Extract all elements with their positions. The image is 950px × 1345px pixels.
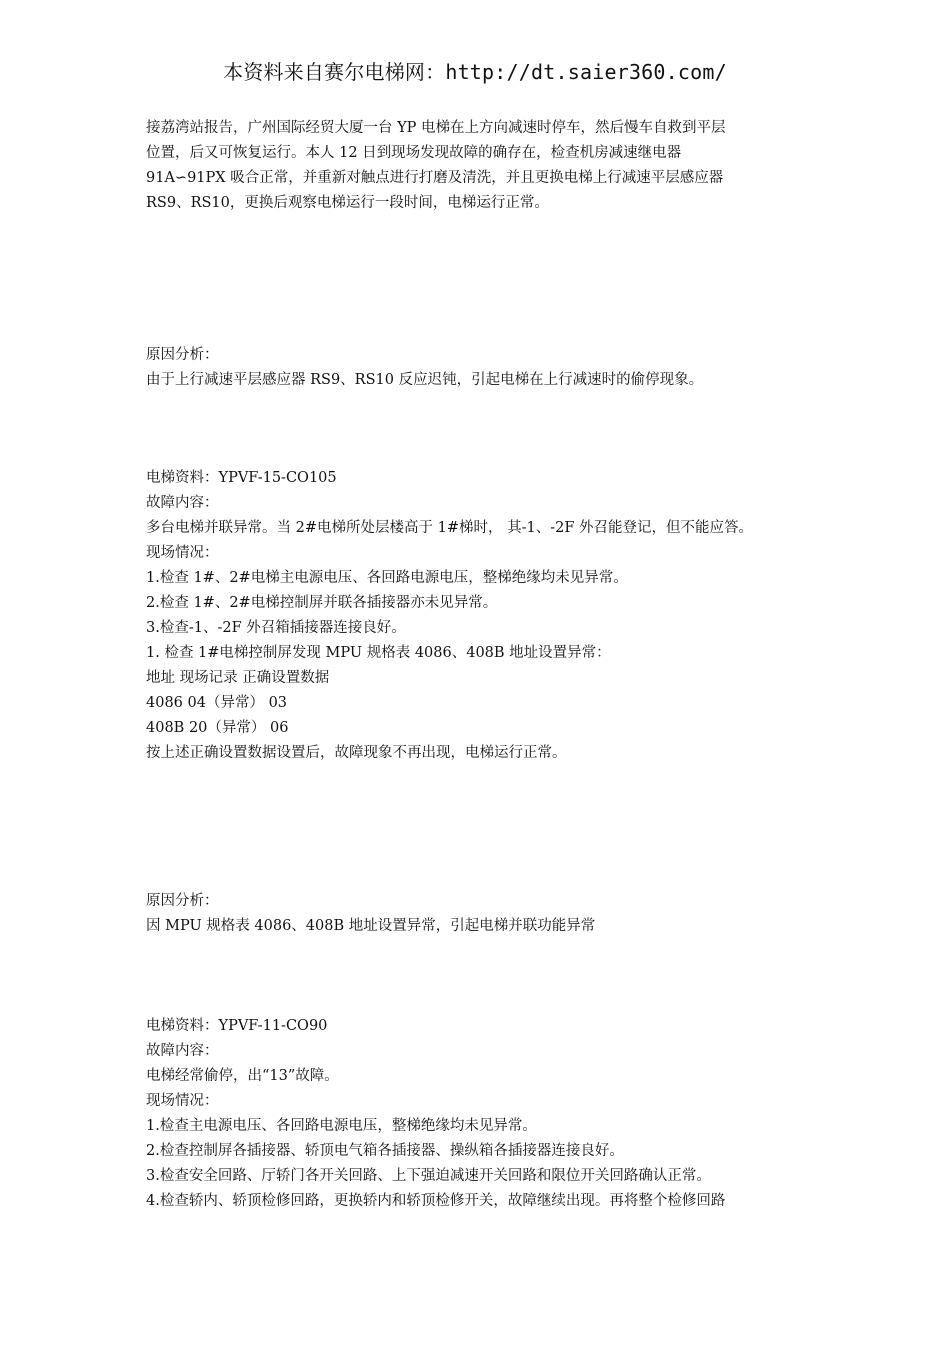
text-line: 电梯资料：YPVF-15-CO105 [146,470,337,486]
text-line: 因 MPU 规格表 4086、408B 地址设置异常，引起电梯并联功能异常 [146,918,596,934]
intro-paragraph [146,116,816,216]
text-line: 1. 检查 1#电梯控制屏发现 MPU 规格表 4086、408B 地址设置异常： [146,645,611,661]
case-ypvf-11 [146,1014,816,1214]
text-line: 电梯资料：YPVF-11-CO90 [146,1018,328,1034]
text-line: 按上述正确设置数据设置后，故障现象不再出现，电梯运行正常。 [146,745,567,761]
page-header: 本资料来自赛尔电梯网：http://dt.saier360.com/ [223,60,727,84]
cause-analysis-2 [146,889,816,939]
text-line: 1.检查 1#、2#电梯主电源电压、各回路电源电压，整梯绝缘均未见异常。 [146,570,628,586]
text-line: 多台电梯并联异常。当 2#电梯所处层楼高于 1#梯时， 其-1、-2F 外召能登记，但不能应答。 [146,520,753,536]
text-line: 2.检查 1#、2#电梯控制屏并联各插接器亦未见异常。 [146,595,498,611]
text-line: 3.检查-1、-2F 外召箱插接器连接良好。 [146,620,406,636]
text-line: 3.检查安全回路、厅轿门各开关回路、上下强迫减速开关回路和限位开关回路确认正常。 [146,1168,711,1184]
cause-analysis-1 [146,343,816,393]
text-line: 91A∽91PX 吸合正常，并重新对触点进行打磨及清洗，并且更换电梯上行减速平层感应器 [146,170,724,186]
text-line: 4.检查轿内、轿顶检修回路，更换轿内和轿顶检修开关，故障继续出现。再将整个检修回路 [146,1193,726,1209]
case-ypvf-15 [146,466,816,766]
text-line: 故障内容： [146,495,219,511]
text-line: 1.检查主电源电压、各回路电源电压，整梯绝缘均未见异常。 [146,1118,537,1134]
section-heading: 原因分析： [146,893,219,909]
text-line: 408B 20（异常） 06 [146,720,289,736]
text-line: 2.检查控制屏各插接器、轿顶电气箱各插接器、操纵箱各插接器连接良好。 [146,1143,624,1159]
text-line: 接荔湾站报告，广州国际经贸大厦一台 YP 电梯在上方向减速时停车，然后慢车自救到平层 [146,120,726,136]
section-heading: 原因分析： [146,347,219,363]
text-line: 故障内容： [146,1043,219,1059]
text-line: 位置，后又可恢复运行。本人 12 日到现场发现故障的确存在，检查机房减速继电器 [146,145,682,161]
text-line: 现场情况： [146,1093,219,1109]
text-line: 由于上行减速平层感应器 RS9、RS10 反应迟钝，引起电梯在上行减速时的偷停现象。 [146,372,704,388]
text-line: 电梯经常偷停，出“13”故障。 [146,1068,339,1084]
text-line: RS9、RS10，更换后观察电梯运行一段时间，电梯运行正常。 [146,195,549,211]
text-line: 现场情况： [146,545,219,561]
text-line: 4086 04（异常） 03 [146,695,288,711]
text-line: 地址 现场记录 正确设置数据 [146,670,330,686]
